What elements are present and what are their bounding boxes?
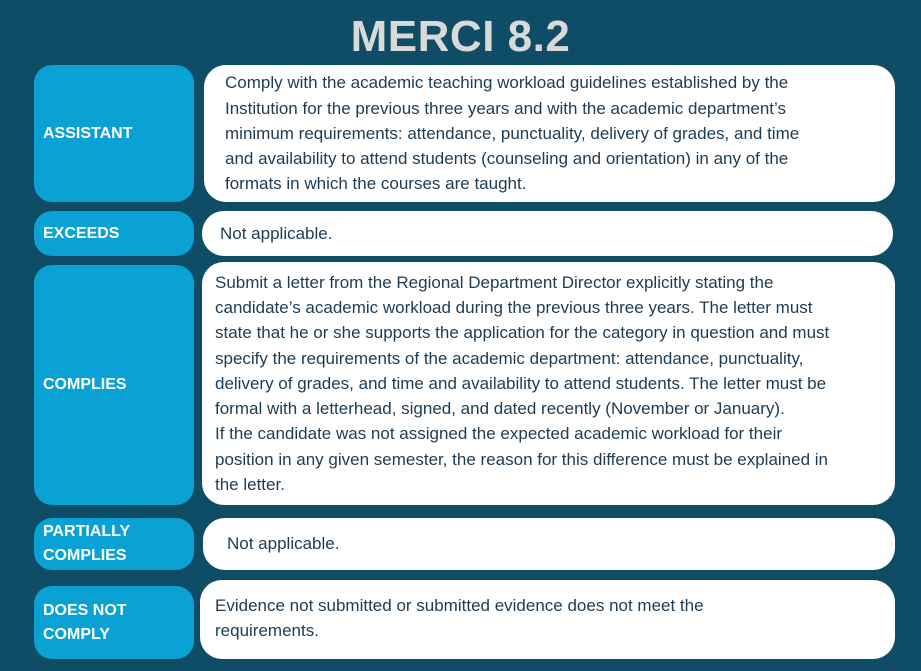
criteria-description-text: Comply with the academic teaching workload guidelines established by the Institution for the previous three years and with the academic department’s minimum requirements: attendance, punctuality, delivery of grades, and time and availability to attend students (counseling and orientation) in any of the formats in which the courses are taught.	[225, 73, 800, 194]
criteria-label-text: COMPLIES	[43, 376, 127, 393]
criteria-label-text: PARTIALLY COMPLIES	[43, 523, 131, 564]
criteria-description-partially-complies	[203, 518, 895, 570]
criteria-description-does-not-comply	[200, 580, 895, 659]
criteria-label-partially-complies	[34, 518, 194, 570]
criteria-description-assistant	[204, 65, 895, 202]
criteria-label-complies	[34, 265, 194, 505]
criteria-label-text: ASSISTANT	[43, 124, 133, 142]
criteria-label-text: DOES NOT COMPLY	[43, 601, 127, 643]
criteria-label-text: EXCEEDS	[43, 224, 120, 242]
criteria-description-text: Submit a letter from the Regional Department Director explicitly stating the candidate’s academic workload during the previous three years. The letter must state that he or she supports the application for the category in question and must specify the requirements of the academic department: attendance, punctuality, delivery of grades, and time and availability to attend students. The letter must be formal with a letterhead, signed, and dated recently (November or January). If the candidate was not assigned the expected academic workload for their position in any given semester, the reason for this difference must be explained in the letter.	[215, 272, 830, 495]
criteria-description-text: Not applicable.	[220, 223, 333, 243]
criteria-label-exceeds	[34, 211, 194, 256]
criteria-description-text: Not applicable.	[227, 534, 340, 554]
criteria-description-text: Evidence not submitted or submitted evidence does not meet the requirements.	[215, 596, 704, 641]
criteria-description-exceeds	[202, 211, 893, 256]
criteria-label-does-not-comply	[34, 586, 194, 659]
page-title: MERCI 8.2	[350, 12, 571, 61]
criteria-description-complies	[202, 262, 895, 505]
criteria-label-assistant	[34, 65, 194, 202]
